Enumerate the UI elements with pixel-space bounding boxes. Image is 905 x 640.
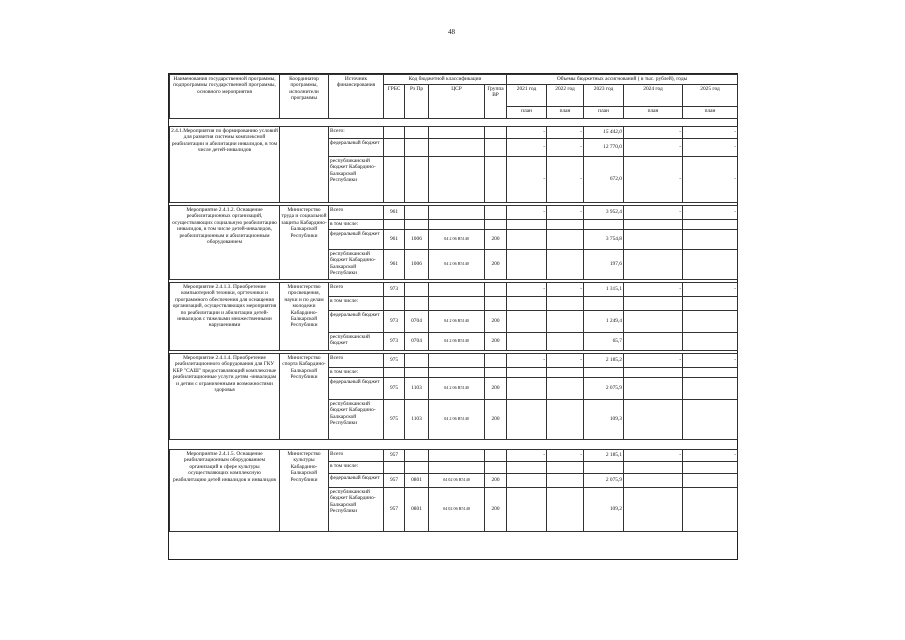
value-2023: 2 185,1 — [584, 450, 624, 462]
csr-code — [429, 139, 485, 157]
table-row — [170, 206, 738, 220]
csr-code — [429, 220, 485, 230]
header-2025: 2025 год — [683, 85, 738, 107]
csr-code — [429, 462, 485, 474]
value-2025: - — [683, 127, 738, 139]
value-2025: - — [683, 157, 738, 203]
csr-code — [429, 450, 485, 462]
csr-code: 04 02 06 R5140 — [429, 474, 485, 488]
vr-code — [485, 206, 507, 220]
header-2023: 2023 год — [584, 85, 624, 107]
value-2025 — [683, 462, 738, 474]
header-coordinator: Координатор программы, исполнители программы — [280, 75, 329, 119]
funding-source: в том числе: — [329, 462, 384, 474]
header-2022: 2022 год — [547, 85, 584, 107]
grbs-code: 975 — [384, 400, 405, 440]
value-2025: - — [683, 139, 738, 157]
header-source: Источник финансирования — [329, 75, 384, 119]
value-2023 — [584, 368, 624, 378]
rzpr-code — [405, 220, 429, 230]
grbs-code — [384, 220, 405, 230]
activity-name: Мероприятие 2.4.1.3. Приобретение компьютерной техники, оргтехники и программного обеспечения для оснащения организаций, осуществляющих мероприятия по реабилитации и абилитации детей-инвалидов с тяжелыми множественными нарушениями — [170, 283, 280, 351]
value-2022 — [547, 230, 584, 250]
grbs-code — [384, 462, 405, 474]
grbs-code: 973 — [384, 283, 405, 297]
coordinator: Министерство культуры Кабардино-Балкарской Республики — [280, 450, 329, 532]
rzpr-code: 1103 — [405, 378, 429, 400]
csr-code — [429, 157, 485, 203]
header-csr: ЦСР — [429, 85, 485, 119]
funding-source: федеральный бюджет — [329, 378, 384, 400]
rzpr-code — [405, 450, 429, 462]
value-2025 — [683, 378, 738, 400]
value-2023: 109,2 — [584, 488, 624, 532]
value-2025 — [683, 311, 738, 333]
value-2023: 109,3 — [584, 400, 624, 440]
value-2021 — [507, 474, 547, 488]
value-2021: - — [507, 354, 547, 368]
value-2023: 65,7 — [584, 333, 624, 351]
table-row — [170, 127, 738, 139]
header-2024: 2024 год — [624, 85, 683, 107]
budget-table-frame — [168, 73, 738, 560]
grbs-code: 975 — [384, 354, 405, 368]
vr-code: 200 — [485, 378, 507, 400]
header-2021: 2021 год — [507, 85, 547, 107]
funding-source: республиканский бюджет Кабардино-Балкарской Республики — [329, 250, 384, 280]
rzpr-code — [405, 206, 429, 220]
value-2022: - — [547, 127, 584, 139]
rzpr-code: 0801 — [405, 488, 429, 532]
value-2024: - — [624, 139, 683, 157]
funding-source: республиканский бюджет Кабардино-Балкарской Республики — [329, 400, 384, 440]
vr-code — [485, 127, 507, 139]
header-vr: Группа ВР — [485, 85, 507, 119]
rzpr-code: 1103 — [405, 400, 429, 440]
value-2024 — [624, 220, 683, 230]
value-2022 — [547, 378, 584, 400]
budget-table — [169, 74, 738, 532]
value-2025: - — [683, 450, 738, 462]
value-2024 — [624, 230, 683, 250]
value-2025 — [683, 230, 738, 250]
csr-code: 04 2 06 R5140 — [429, 378, 485, 400]
vr-code: 200 — [485, 474, 507, 488]
table-row — [170, 354, 738, 368]
value-2024 — [624, 333, 683, 351]
value-2024: - — [624, 354, 683, 368]
value-2022 — [547, 250, 584, 280]
value-2023 — [584, 220, 624, 230]
value-2021: - — [507, 450, 547, 462]
value-2025: - — [683, 206, 738, 220]
activity-name: Мероприятие 2.4.1.4. Приобретение реабилитационного оборудования для ГКУ КБР "САШ" предоставляющий комплексные реабилитационные услуги детям -инвалидам и детям с ограниченными возможностями здоровья — [170, 354, 280, 440]
funding-source: республиканский бюджет — [329, 333, 384, 351]
table-row — [170, 450, 738, 462]
table-body — [170, 127, 738, 532]
value-2022 — [547, 474, 584, 488]
coordinator: Министерство труда и социальной защиты Кабардино-Балкарской Республики — [280, 206, 329, 280]
value-2025 — [683, 250, 738, 280]
funding-source: федеральный бюджет — [329, 139, 384, 157]
value-2022 — [547, 220, 584, 230]
rzpr-code — [405, 157, 429, 203]
vr-code — [485, 368, 507, 378]
activity-name: Мероприятие 2.4.1.5. Оснащение реабилитационным оборудованием организаций в сфере культуры осуществляющих комплексную реабилитацию детей инвалидов и инвалидов — [170, 450, 280, 532]
value-2021 — [507, 368, 547, 378]
value-2023: 2 075,9 — [584, 378, 624, 400]
value-2023: 12 770,0 — [584, 139, 624, 157]
value-2021 — [507, 400, 547, 440]
value-2024 — [624, 368, 683, 378]
vr-code — [485, 354, 507, 368]
vr-code: 200 — [485, 400, 507, 440]
vr-code — [485, 450, 507, 462]
header-rzpr: Рз Пр — [405, 85, 429, 119]
value-2025 — [683, 368, 738, 378]
vr-code: 200 — [485, 333, 507, 351]
value-2021 — [507, 297, 547, 311]
value-2024 — [624, 400, 683, 440]
value-2022 — [547, 462, 584, 474]
vr-code: 200 — [485, 250, 507, 280]
value-2025 — [683, 488, 738, 532]
coordinator — [280, 127, 329, 203]
value-2023: 3 754,8 — [584, 230, 624, 250]
value-2025 — [683, 220, 738, 230]
value-2021 — [507, 311, 547, 333]
value-2024: - — [624, 127, 683, 139]
funding-source: в том числе: — [329, 220, 384, 230]
grbs-code: 961 — [384, 250, 405, 280]
vr-code: 200 — [485, 311, 507, 333]
grbs-code — [384, 297, 405, 311]
value-2021: - — [507, 283, 547, 297]
csr-code — [429, 354, 485, 368]
header-kbk: Код бюджетной классификации — [384, 75, 507, 85]
value-2025 — [683, 297, 738, 311]
value-2023: 2 185,2 — [584, 354, 624, 368]
grbs-code — [384, 139, 405, 157]
value-2024 — [624, 488, 683, 532]
value-2021 — [507, 333, 547, 351]
csr-code: 04 2 06 R5140 — [429, 230, 485, 250]
header-plan: план — [624, 107, 683, 119]
grbs-code — [384, 127, 405, 139]
value-2022: - — [547, 450, 584, 462]
funding-source: республиканский бюджет Кабардино-Балкарской Республики — [329, 488, 384, 532]
value-2021 — [507, 250, 547, 280]
value-2021 — [507, 230, 547, 250]
funding-source: федеральный бюджет — [329, 230, 384, 250]
rzpr-code — [405, 139, 429, 157]
value-2021: - — [507, 127, 547, 139]
value-2025 — [683, 400, 738, 440]
grbs-code: 961 — [384, 230, 405, 250]
rzpr-code: 0801 — [405, 474, 429, 488]
header-plan: план — [507, 107, 547, 119]
funding-source: Всего — [329, 283, 384, 297]
value-2022 — [547, 368, 584, 378]
value-2021: - — [507, 206, 547, 220]
value-2024: - — [624, 283, 683, 297]
funding-source: Всего — [329, 206, 384, 220]
grbs-code — [384, 368, 405, 378]
csr-code: 04 02 06 R5140 — [429, 488, 485, 532]
table-row — [170, 283, 738, 297]
coordinator: Министерство спорта Кабардино-Балкарской Республики — [280, 354, 329, 440]
value-2024 — [624, 462, 683, 474]
value-2023: 1 249,4 — [584, 311, 624, 333]
grbs-code — [384, 157, 405, 203]
value-2022 — [547, 400, 584, 440]
value-2023 — [584, 462, 624, 474]
rzpr-code — [405, 297, 429, 311]
rzpr-code: 1006 — [405, 250, 429, 280]
value-2022: - — [547, 283, 584, 297]
rzpr-code: 1006 — [405, 230, 429, 250]
vr-code — [485, 157, 507, 203]
value-2023: 197,6 — [584, 250, 624, 280]
value-2024 — [624, 311, 683, 333]
header-grbs: ГРБС — [384, 85, 405, 119]
vr-code — [485, 297, 507, 311]
value-2024: - — [624, 450, 683, 462]
value-2025 — [683, 333, 738, 351]
funding-source: в том числе: — [329, 368, 384, 378]
value-2023: 2 075,9 — [584, 474, 624, 488]
value-2024 — [624, 250, 683, 280]
csr-code: 04 2 06 R5140 — [429, 311, 485, 333]
value-2023: 1 315,1 — [584, 283, 624, 297]
header-name: Наименования государственной программы, подпрограммы государственной программы, основного мероприятия — [170, 75, 280, 119]
value-2022 — [547, 333, 584, 351]
value-2024 — [624, 474, 683, 488]
grbs-code: 961 — [384, 206, 405, 220]
grbs-code: 973 — [384, 333, 405, 351]
grbs-code: 957 — [384, 488, 405, 532]
activity-name: 2.4.1.Мероприятия по формированию условий для развития системы комплексной реабилитации и абилитации инвалидов, в том числе детей-инвалидов — [170, 127, 280, 203]
funding-source: в том числе: — [329, 297, 384, 311]
value-2021 — [507, 220, 547, 230]
grbs-code: 975 — [384, 378, 405, 400]
grbs-code: 957 — [384, 450, 405, 462]
vr-code: 200 — [485, 230, 507, 250]
header-plan: план — [547, 107, 584, 119]
funding-source: республиканский бюджет Кабардино-Балкарской Республики — [329, 157, 384, 203]
funding-source: Всего — [329, 450, 384, 462]
value-2021 — [507, 378, 547, 400]
rzpr-code — [405, 354, 429, 368]
header-volumes: Объемы бюджетных ассигнований ( в тыс. рублей), годы — [507, 75, 738, 85]
vr-code: 200 — [485, 488, 507, 532]
grbs-code: 973 — [384, 311, 405, 333]
vr-code — [485, 139, 507, 157]
vr-code — [485, 283, 507, 297]
activity-name: Мероприятие 2.4.1.2. Оснащение реабилитационных организаций, осуществляющих социальную реабилитацию инвалидов, в том числе детей-инвалидов, реабилитационным и абилитационным оборудованием — [170, 206, 280, 280]
grbs-code: 957 — [384, 474, 405, 488]
coordinator: Министерство просвещения, науки и по делам молодежи Кабардино-Балкарской Республики — [280, 283, 329, 351]
csr-code — [429, 368, 485, 378]
value-2022: - — [547, 206, 584, 220]
value-2023 — [584, 297, 624, 311]
rzpr-code — [405, 283, 429, 297]
header-plan: план — [683, 107, 738, 119]
vr-code — [485, 220, 507, 230]
csr-code: 04 2 06 R5140 — [429, 250, 485, 280]
value-2022 — [547, 488, 584, 532]
rzpr-code: 0704 — [405, 311, 429, 333]
value-2025 — [683, 474, 738, 488]
value-2021 — [507, 488, 547, 532]
value-2023: 15 442,0 — [584, 127, 624, 139]
page-number: 48 — [448, 28, 455, 36]
value-2024: - — [624, 157, 683, 203]
value-2022: - — [547, 139, 584, 157]
value-2025: - — [683, 283, 738, 297]
vr-code — [485, 462, 507, 474]
value-2024 — [624, 378, 683, 400]
funding-source: федеральный бюджет — [329, 474, 384, 488]
value-2022: - — [547, 354, 584, 368]
header-plan: план — [584, 107, 624, 119]
value-2022 — [547, 297, 584, 311]
value-2023: 3 952,4 — [584, 206, 624, 220]
value-2024 — [624, 297, 683, 311]
rzpr-code — [405, 368, 429, 378]
funding-source: Всего: — [329, 127, 384, 139]
value-2022: - — [547, 157, 584, 203]
csr-code: 04 2 06 R5140 — [429, 400, 485, 440]
value-2023: 672,0 — [584, 157, 624, 203]
value-2021: - — [507, 157, 547, 203]
value-2021 — [507, 462, 547, 474]
csr-code — [429, 297, 485, 311]
funding-source: Всего — [329, 354, 384, 368]
rzpr-code — [405, 127, 429, 139]
csr-code — [429, 127, 485, 139]
csr-code: 04 2 06 R5140 — [429, 333, 485, 351]
rzpr-code: 0704 — [405, 333, 429, 351]
value-2022 — [547, 311, 584, 333]
rzpr-code — [405, 462, 429, 474]
csr-code — [429, 206, 485, 220]
funding-source: федеральный бюджет — [329, 311, 384, 333]
value-2025: - — [683, 354, 738, 368]
csr-code — [429, 283, 485, 297]
value-2021: - — [507, 139, 547, 157]
value-2024: - — [624, 206, 683, 220]
